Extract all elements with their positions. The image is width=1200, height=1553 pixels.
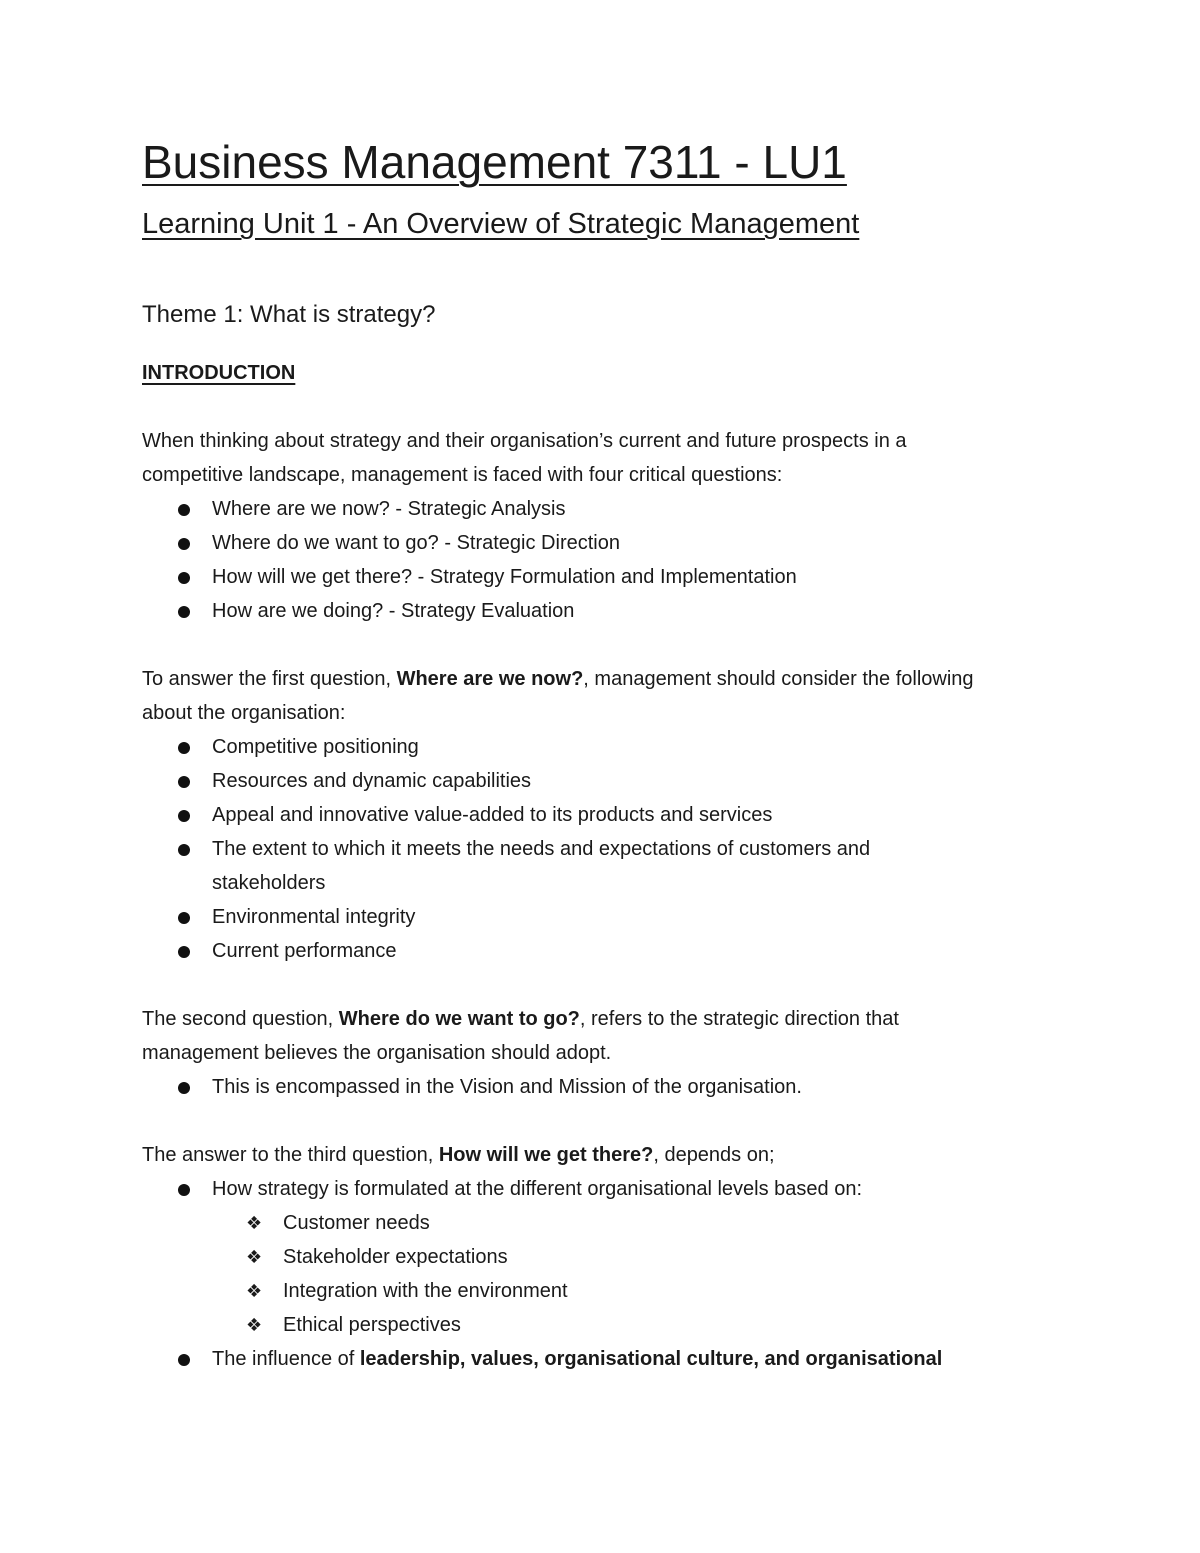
sub-list-item: ❖ Customer needs xyxy=(142,1206,1082,1240)
bullet-icon xyxy=(178,504,190,516)
direction-list xyxy=(142,1070,1082,1104)
paragraph-line: When thinking about strategy and their organisation’s current and future prospects in a xyxy=(142,430,907,452)
bullet-icon xyxy=(178,1354,190,1366)
list-item: This is encompassed in the Vision and Mission of the organisation. xyxy=(142,1070,1082,1104)
bullet-icon xyxy=(178,776,190,788)
bullet-icon xyxy=(178,1082,190,1094)
list-item: How strategy is formulated at the different organisational levels based on: xyxy=(142,1172,1082,1206)
list-item: The influence of leadership, values, organisational culture, and organisational xyxy=(142,1342,1082,1376)
diamond-bullet-icon: ❖ xyxy=(246,1315,263,1335)
list-item: Where do we want to go? - Strategic Direction xyxy=(142,526,1082,560)
bullet-icon xyxy=(178,912,190,924)
list-item: Current performance xyxy=(142,934,1082,968)
bullet-icon xyxy=(178,538,190,550)
paragraph-line: To answer the first question, Where are we now?, management should consider the following xyxy=(142,668,974,690)
paragraph-line: management believes the organisation should adopt. xyxy=(142,1042,612,1064)
document-subtitle: Learning Unit 1 - An Overview of Strategic Management xyxy=(142,208,860,240)
document-title: Business Management 7311 - LU1 xyxy=(142,136,847,188)
theme-heading: Theme 1: What is strategy? xyxy=(142,301,436,328)
paragraph-line: about the organisation: xyxy=(142,702,346,724)
paragraph-line: The answer to the third question, How will we get there?, depends on; xyxy=(142,1144,775,1166)
sub-list-item: ❖ Integration with the environment xyxy=(142,1274,1082,1308)
sub-list-item: ❖ Stakeholder expectations xyxy=(142,1240,1082,1274)
bullet-icon xyxy=(178,742,190,754)
list-item: Resources and dynamic capabilities xyxy=(142,764,1082,798)
bullet-icon xyxy=(178,946,190,958)
diamond-bullet-icon: ❖ xyxy=(246,1281,263,1301)
bullet-icon xyxy=(178,572,190,584)
list-item: Competitive positioning xyxy=(142,730,1082,764)
bullet-icon xyxy=(178,606,190,618)
bullet-icon xyxy=(178,844,190,856)
formulation-sublist xyxy=(142,1206,1082,1342)
list-item: Appeal and innovative value-added to its products and services xyxy=(142,798,1082,832)
diamond-bullet-icon: ❖ xyxy=(246,1213,263,1233)
considerations-list xyxy=(142,730,1082,968)
list-item: Environmental integrity xyxy=(142,900,1082,934)
bullet-icon xyxy=(178,1184,190,1196)
formulation-list xyxy=(142,1172,1082,1206)
list-item: How will we get there? - Strategy Formulation and Implementation xyxy=(142,560,1082,594)
list-item: How are we doing? - Strategy Evaluation xyxy=(142,594,1082,628)
list-item: Where are we now? - Strategic Analysis xyxy=(142,492,1082,526)
paragraph-line: competitive landscape, management is faced with four critical questions: xyxy=(142,464,783,486)
document-content xyxy=(142,128,1082,1376)
critical-questions-list xyxy=(142,492,1082,628)
influence-list xyxy=(142,1342,1082,1376)
list-item-continuation: stakeholders xyxy=(212,872,326,894)
diamond-bullet-icon: ❖ xyxy=(246,1247,263,1267)
paragraph-line: The second question, Where do we want to go?, refers to the strategic direction that xyxy=(142,1008,899,1030)
list-item: The extent to which it meets the needs and expectations of customers and xyxy=(142,832,1082,866)
sub-list-item: ❖ Ethical perspectives xyxy=(142,1308,1082,1342)
introduction-heading: INTRODUCTION xyxy=(142,362,296,384)
bullet-icon xyxy=(178,810,190,822)
